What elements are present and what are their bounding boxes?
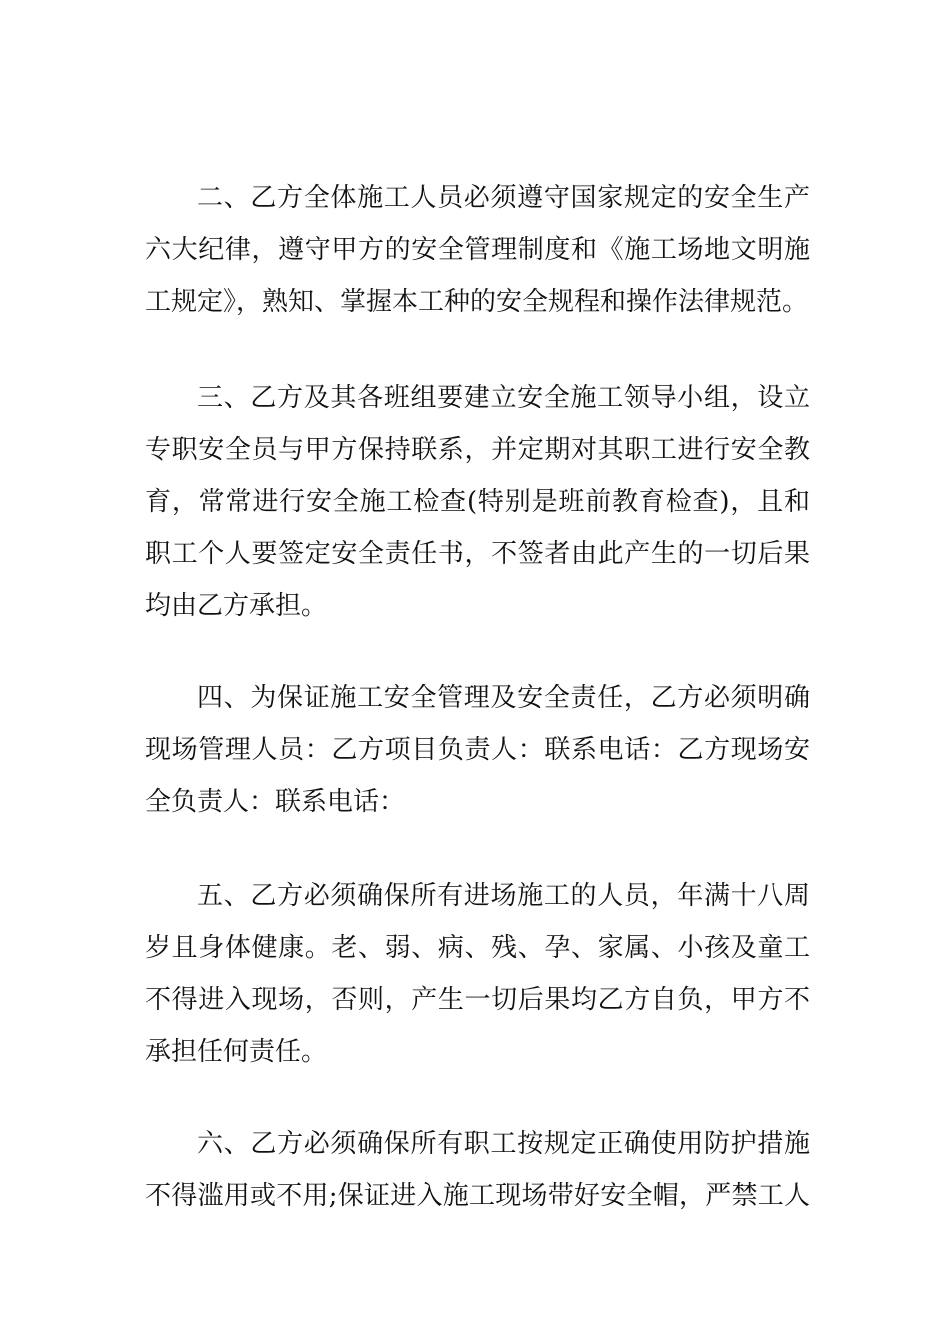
text-line: 工规定》，熟知、掌握本工种的安全规程和操作法律规范。 bbox=[145, 287, 809, 317]
paragraph-clause-3 bbox=[145, 372, 810, 632]
text-line: 五、乙方必须确保所有进场施工的人员，年满十八周 bbox=[197, 881, 810, 911]
paragraph-clause-2 bbox=[145, 172, 810, 328]
paragraph-clause-4 bbox=[145, 672, 810, 828]
text-line: 承担任何责任。 bbox=[145, 1037, 328, 1067]
text-line: 现场管理人员：乙方项目负责人：联系电话：乙方现场安 bbox=[145, 735, 810, 765]
text-line: 二、乙方全体施工人员必须遵守国家规定的安全生产 bbox=[197, 183, 810, 213]
paragraph-clause-5 bbox=[145, 870, 810, 1078]
text-line: 四、为保证施工安全管理及安全责任，乙方必须明确 bbox=[197, 683, 810, 713]
text-line: 六大纪律，遵守甲方的安全管理制度和《施工场地文明施 bbox=[145, 235, 810, 265]
text-line: 三、乙方及其各班组要建立安全施工领导小组，设立 bbox=[197, 383, 810, 413]
text-line: 不得进入现场，否则，产生一切后果均乙方自负，甲方不 bbox=[145, 985, 810, 1015]
paragraph-clause-6 bbox=[145, 1118, 810, 1222]
text-line: 不得滥用或不用;保证进入施工现场带好安全帽，严禁工人 bbox=[145, 1181, 810, 1211]
text-line: 岁且身体健康。老、弱、病、残、孕、家属、小孩及童工 bbox=[145, 933, 810, 963]
text-line: 专职安全员与甲方保持联系，并定期对其职工进行安全教 bbox=[145, 435, 810, 465]
text-line: 育，常常进行安全施工检查(特别是班前教育检查)，且和 bbox=[145, 487, 810, 517]
text-line: 职工个人要签定安全责任书，不签者由此产生的一切后果 bbox=[145, 539, 810, 569]
text-line: 均由乙方承担。 bbox=[145, 591, 328, 621]
text-line: 全负责人：联系电话： bbox=[145, 787, 406, 817]
text-line: 六、乙方必须确保所有职工按规定正确使用防护措施 bbox=[197, 1129, 810, 1159]
